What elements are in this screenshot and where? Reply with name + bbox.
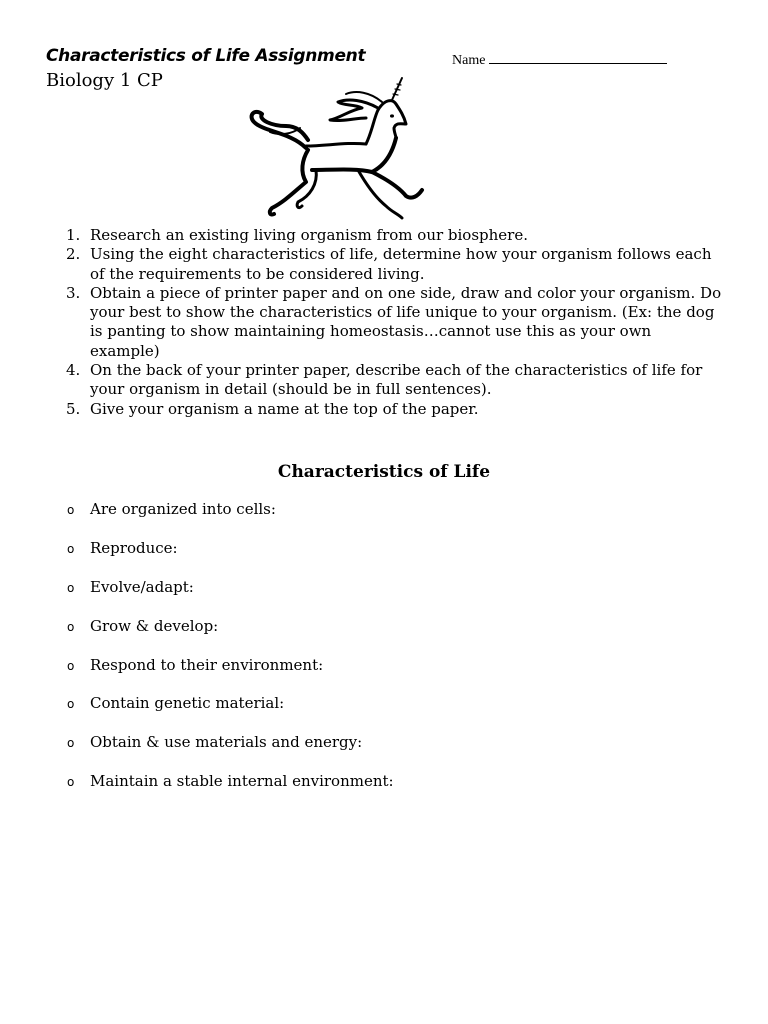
characteristic-label: Respond to their environment: xyxy=(90,655,324,674)
list-item xyxy=(66,731,394,770)
list-item xyxy=(66,576,394,615)
bullet-icon: o xyxy=(67,541,75,556)
item-text: Give your organism a name at the top of the paper. xyxy=(90,399,479,418)
characteristic-label: Obtain & use materials and energy: xyxy=(90,733,363,752)
unicorn-icon xyxy=(246,74,432,224)
course-subtitle: Biology 1 CP xyxy=(46,70,163,91)
item-number: 3. xyxy=(66,283,81,302)
list-item xyxy=(66,615,394,654)
characteristic-label: Maintain a stable internal environment: xyxy=(90,772,394,791)
item-text: Research an existing living organism from our biosphere. xyxy=(90,226,528,244)
bullet-icon: o xyxy=(67,619,75,634)
bullet-icon: o xyxy=(67,580,75,595)
list-item xyxy=(66,537,394,576)
bullet-icon: o xyxy=(67,736,75,751)
item-number: 1. xyxy=(66,226,81,244)
item-text: On the back of your printer paper, describe each of the characteristics of life for your organism in detail (should be in full sentences). xyxy=(90,361,703,399)
characteristic-label: Evolve/adapt: xyxy=(90,577,194,596)
item-number: 2. xyxy=(66,245,81,264)
list-item xyxy=(62,361,724,400)
name-label: Name xyxy=(452,53,486,68)
assignment-title: Characteristics of Life Assignment xyxy=(46,46,366,66)
item-number: 4. xyxy=(66,361,81,380)
characteristic-label: Are organized into cells: xyxy=(90,500,276,518)
characteristic-label: Reproduce: xyxy=(90,538,178,557)
name-blank-line xyxy=(489,51,667,64)
list-item xyxy=(62,400,724,419)
bullet-icon: o xyxy=(67,503,75,517)
list-item xyxy=(66,498,394,537)
item-text: Using the eight characteristics of life, determine how your organism follows each of the requirements to be considered living. xyxy=(90,245,712,283)
name-field xyxy=(452,51,667,69)
bullet-icon: o xyxy=(67,697,75,712)
bullet-icon: o xyxy=(67,658,75,673)
characteristic-label: Grow & develop: xyxy=(90,616,219,635)
item-number: 5. xyxy=(66,399,81,418)
list-item xyxy=(62,245,724,284)
instruction-list xyxy=(62,226,724,419)
characteristic-label: Contain genetic material: xyxy=(90,694,285,713)
characteristics-list xyxy=(66,498,394,809)
section-heading: Characteristics of Life xyxy=(277,462,491,482)
list-item xyxy=(66,654,394,693)
list-item xyxy=(62,226,724,245)
item-text: Obtain a piece of printer paper and on one side, draw and color your organism. Do your best to show the characteristics of life unique to your organism. (Ex: the dog is panting to show maintaining homeostasis…cannot use this as your own example) xyxy=(90,283,722,360)
list-item xyxy=(66,770,394,809)
list-item xyxy=(66,692,394,731)
bullet-icon: o xyxy=(67,775,75,790)
list-item xyxy=(62,284,724,361)
